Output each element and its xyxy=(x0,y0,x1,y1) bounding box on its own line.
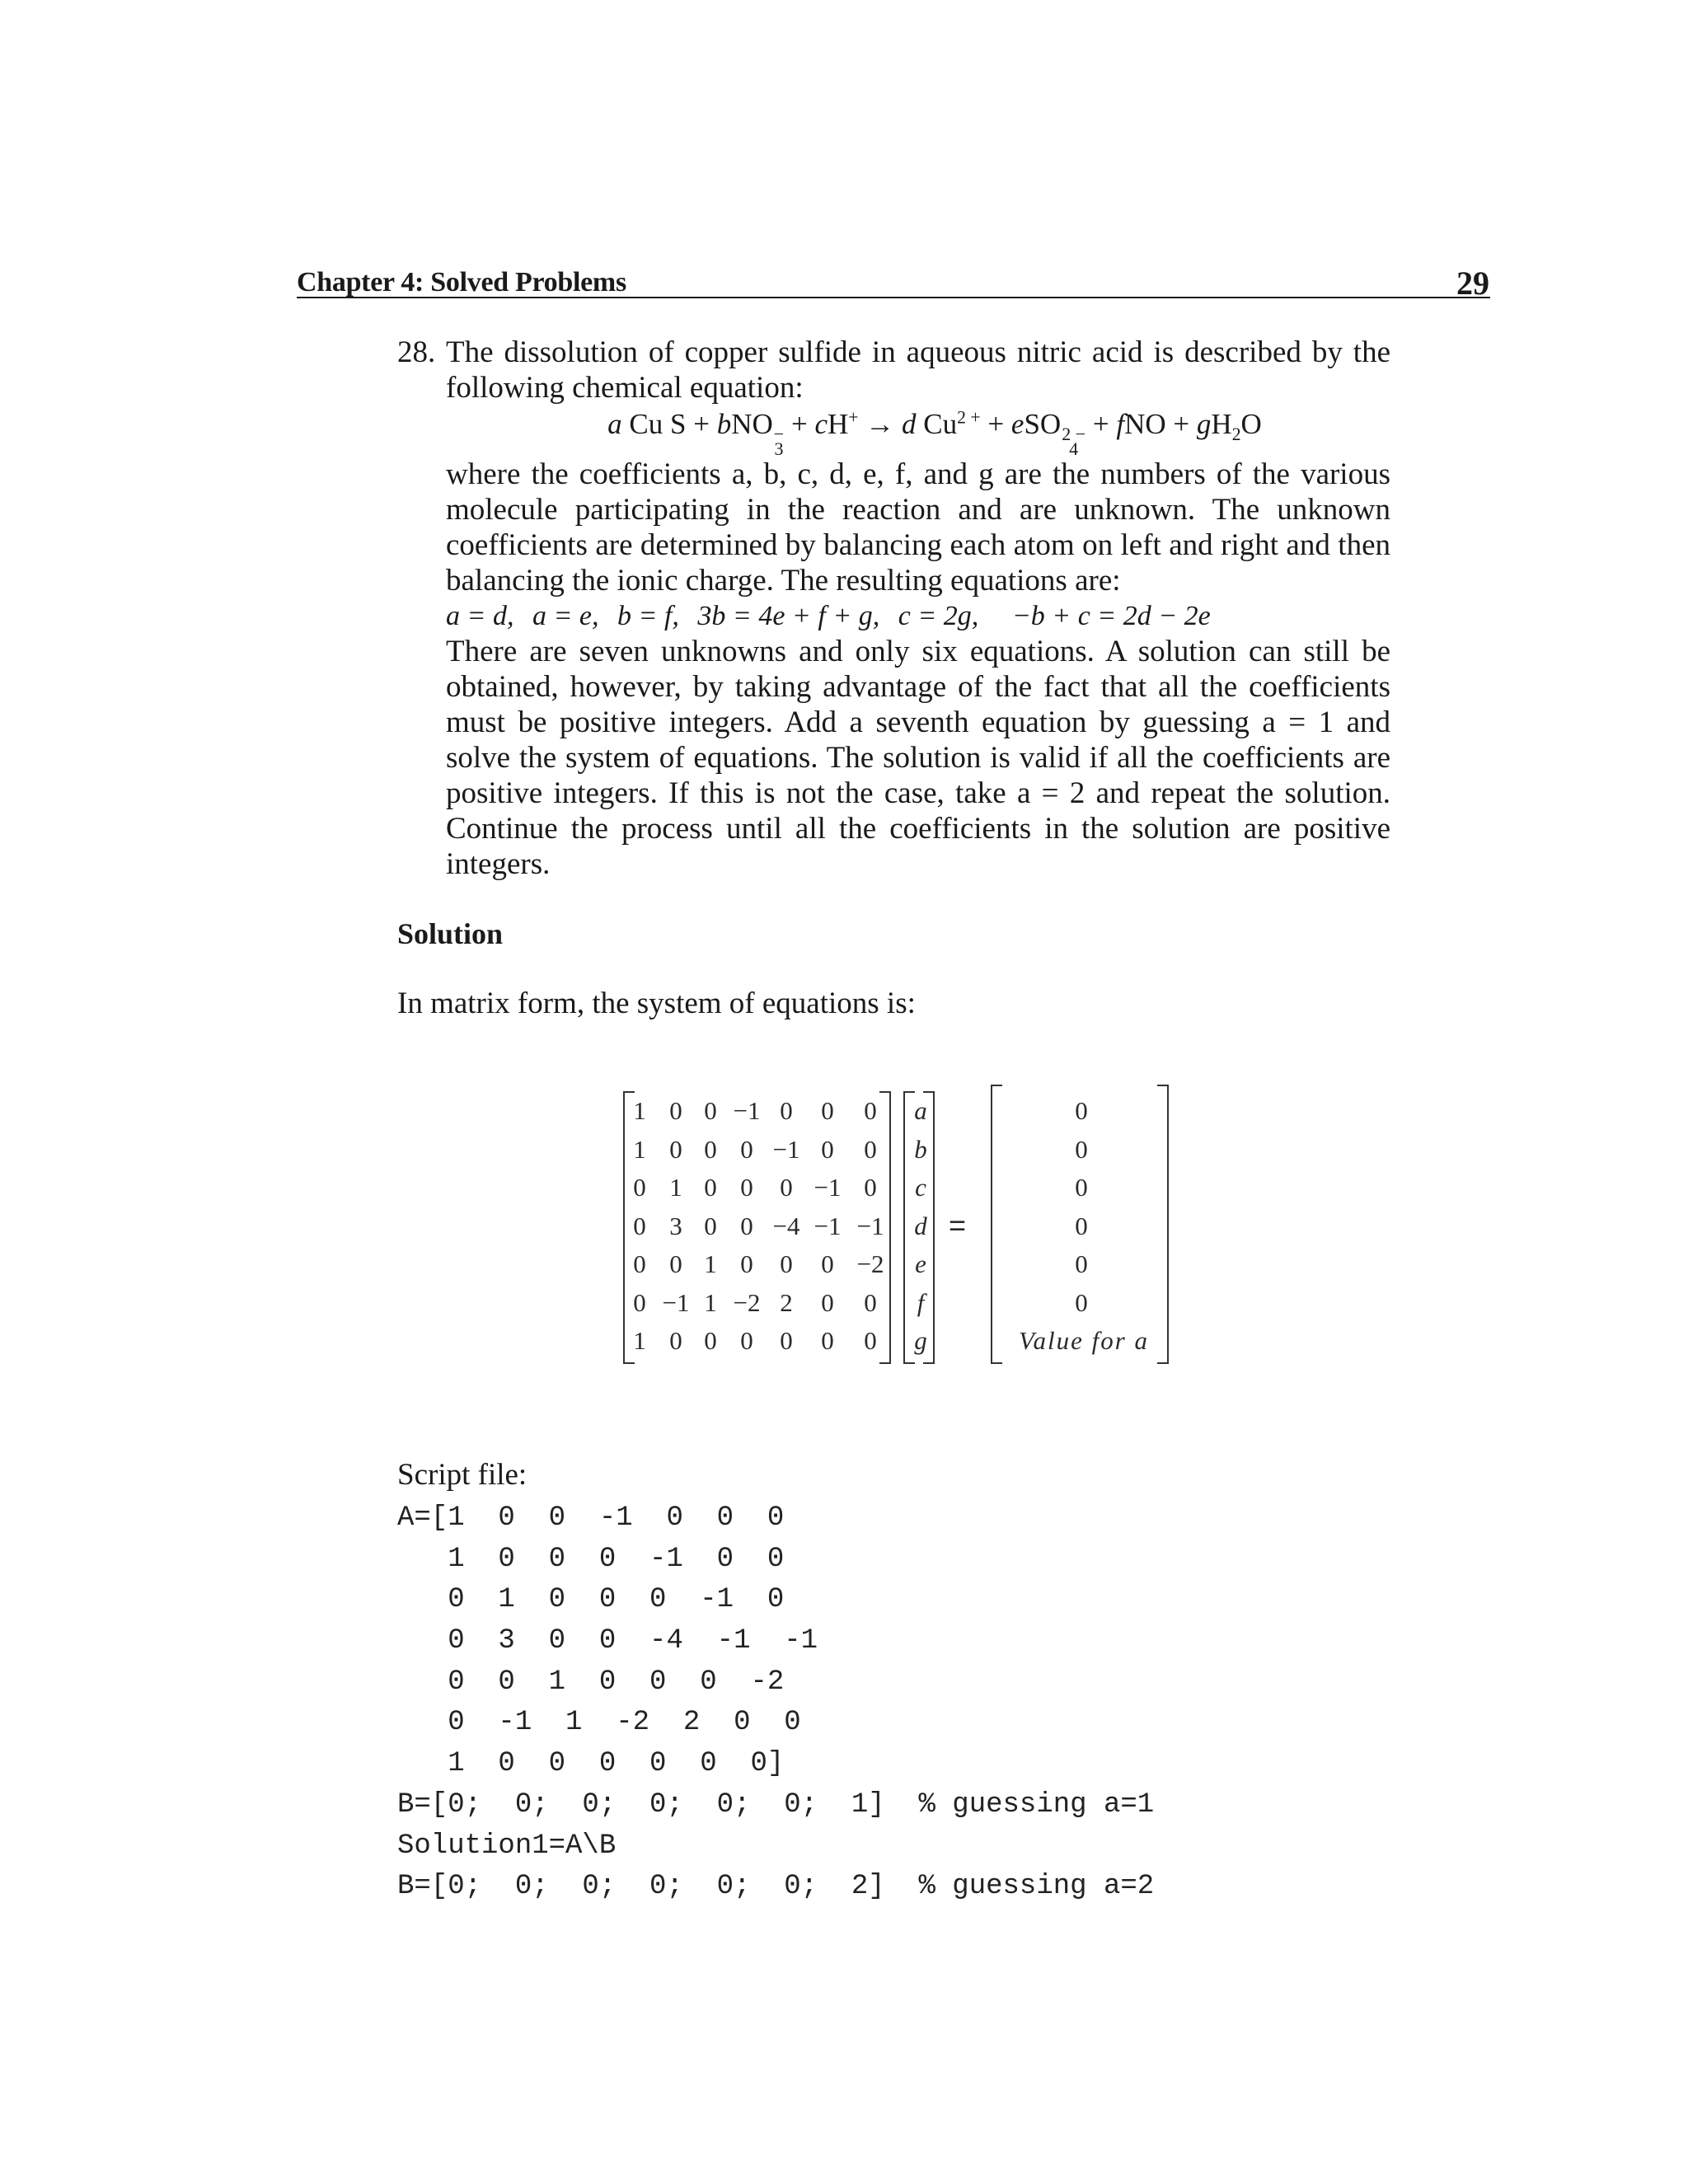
chemical-equation: a Cu S + bNO − 3 + cH+ → d $Cu^{2 +}$ + eSO 2 − 4 + fNO + $gH_2O$ xyxy=(607,407,1262,459)
matrix-cell: −1 xyxy=(772,1134,800,1164)
rhs-value: 0 xyxy=(1075,1134,1088,1164)
matrix-cell: 1 xyxy=(704,1287,717,1317)
vector-variable: b xyxy=(914,1134,927,1164)
matrix-cell: 0 xyxy=(780,1249,793,1278)
matrix-cell: 2 xyxy=(780,1287,793,1317)
code-line: B=[0; 0; 0; 0; 0; 0; 1] % guessing a=1 xyxy=(397,1788,1155,1821)
chapter-heading: Chapter 4: Solved Problems xyxy=(297,267,626,298)
problem-intro: The dissolution of copper sulfide in aqueous nitric acid is described by the following chemical equation: xyxy=(446,335,1390,405)
relation: a = d, xyxy=(446,601,514,631)
code-line: 0 3 0 0 -4 -1 -1 xyxy=(397,1625,818,1657)
page-number: 29 xyxy=(1456,265,1489,302)
matrix-cell: −4 xyxy=(772,1211,800,1240)
matrix-cell: −1 xyxy=(814,1173,842,1202)
matrix-cell: 0 xyxy=(633,1249,646,1278)
vector-variable: f xyxy=(917,1287,925,1317)
matrix-cell: −1 xyxy=(856,1211,884,1240)
code-line: 0 0 1 0 0 0 -2 xyxy=(397,1666,785,1698)
matrix-cell: 0 xyxy=(669,1096,682,1125)
matrix-cell: 0 xyxy=(704,1134,717,1164)
code-line: 1 0 0 0 0 0 0] xyxy=(397,1748,785,1780)
rhs-value: 0 xyxy=(1075,1249,1088,1278)
matrix-cell: 0 xyxy=(633,1211,646,1240)
matrix-cell: 1 xyxy=(633,1134,646,1164)
matrix-cell: 0 xyxy=(704,1326,717,1355)
solution-heading: Solution xyxy=(397,917,504,950)
matrix-cell: 0 xyxy=(864,1326,877,1355)
rhs-value: 0 xyxy=(1075,1211,1088,1240)
relation: b = f, xyxy=(617,601,679,631)
code-line: 0 1 0 0 0 -1 0 xyxy=(397,1584,785,1616)
relation: c = 2g, xyxy=(898,601,979,631)
code-line: A=[1 0 0 -1 0 0 0 xyxy=(397,1502,785,1534)
matrix-cell: 1 xyxy=(633,1096,646,1125)
equals-sign: = xyxy=(949,1208,967,1242)
matrix-cell: 0 xyxy=(780,1326,793,1355)
matrix-cell: 0 xyxy=(821,1326,834,1355)
matrix-cell: 0 xyxy=(864,1173,877,1202)
rhs-value: Value for a xyxy=(1018,1326,1150,1355)
matrix-cell: −2 xyxy=(733,1287,761,1317)
matrix-cell: 1 xyxy=(633,1326,646,1355)
vector-variable: g xyxy=(914,1326,927,1355)
vector-variable: a xyxy=(914,1096,927,1125)
matrix-cell: 0 xyxy=(864,1287,877,1317)
script-code xyxy=(397,1498,1154,1908)
code-line: Solution1=A\B xyxy=(397,1830,617,1862)
matrix-cell: 0 xyxy=(740,1173,753,1202)
problem-number: 28. xyxy=(397,335,436,369)
matrix-cell: 1 xyxy=(669,1173,682,1202)
matrix-cell: 0 xyxy=(821,1287,834,1317)
relation: a = e, xyxy=(532,601,599,631)
rhs-bracket-left xyxy=(991,1085,1002,1364)
vector-variable: d xyxy=(914,1211,927,1240)
matrix-cell: 0 xyxy=(864,1134,877,1164)
code-line: 0 -1 1 -2 2 0 0 xyxy=(397,1707,801,1739)
matrix-cell: 0 xyxy=(821,1134,834,1164)
vector-variable: e xyxy=(915,1249,926,1278)
matrix-cell: 0 xyxy=(740,1211,753,1240)
matrix-cell: 0 xyxy=(704,1173,717,1202)
rhs-value: 0 xyxy=(1075,1173,1088,1202)
matrix-cell: 0 xyxy=(669,1134,682,1164)
matrix-cell: 1 xyxy=(704,1249,717,1278)
problem-explanation: where the coefficients a, b, c, d, e, f, and g are the numbers of the various molecule participating in the reaction and are unknown. The unknown coefficients are determined by balancing each atom on left and right and then balancing the ionic charge. The resulting equations are: xyxy=(446,457,1390,598)
matrix-cell: 0 xyxy=(740,1249,753,1278)
script-label: Script file: xyxy=(397,1458,528,1492)
problem-statement xyxy=(446,335,1390,882)
matrix-cell: 0 xyxy=(669,1249,682,1278)
matrix-cell: 0 xyxy=(821,1096,834,1125)
relation: −b + c = 2d − 2e xyxy=(1011,601,1211,631)
rhs-bracket-right xyxy=(1157,1085,1169,1364)
matrix-intro: In matrix form, the system of equations is: xyxy=(397,987,916,1020)
matrix-cell: −2 xyxy=(856,1249,884,1278)
vector-variable: c xyxy=(915,1173,926,1202)
header-rule xyxy=(297,297,1490,298)
balance-equations xyxy=(446,598,1390,634)
matrix-cell: −1 xyxy=(733,1096,761,1125)
matrix-cell: 0 xyxy=(780,1096,793,1125)
matrix-cell: 0 xyxy=(704,1211,717,1240)
matrix-cell: 0 xyxy=(704,1096,717,1125)
matrix-cell: 0 xyxy=(633,1173,646,1202)
matrix-cell: 0 xyxy=(669,1326,682,1355)
code-line: B=[0; 0; 0; 0; 0; 0; 2] % guessing a=2 xyxy=(397,1871,1155,1903)
matrix-cell: −1 xyxy=(814,1211,842,1240)
matrix-cell: 0 xyxy=(740,1134,753,1164)
relation: 3b = 4e + f + g, xyxy=(697,601,880,631)
matrix-cell: 0 xyxy=(633,1287,646,1317)
matrix-cell: 0 xyxy=(740,1326,753,1355)
problem-body: There are seven unknowns and only six equations. A solution can still be obtained, however, by taking advantage of the fact that all the coefficients must be positive integers. Add a seventh equation by guessing a = 1 and solve the system of equations. The solution is valid if all the coefficients are positive integers. If this is not the case, take a = 2 and repeat the solution. Continue the process until all the coefficients in the solution are positive integers. xyxy=(446,635,1390,881)
matrix-cell: 0 xyxy=(864,1096,877,1125)
matrix-cell: 3 xyxy=(669,1211,682,1240)
rhs-value: 0 xyxy=(1075,1287,1088,1317)
matrix-cell: 0 xyxy=(780,1173,793,1202)
matrix-cell: 0 xyxy=(821,1249,834,1278)
code-line: 1 0 0 0 -1 0 0 xyxy=(397,1543,785,1575)
rhs-value: 0 xyxy=(1075,1096,1088,1125)
matrix-cell: −1 xyxy=(662,1287,690,1317)
